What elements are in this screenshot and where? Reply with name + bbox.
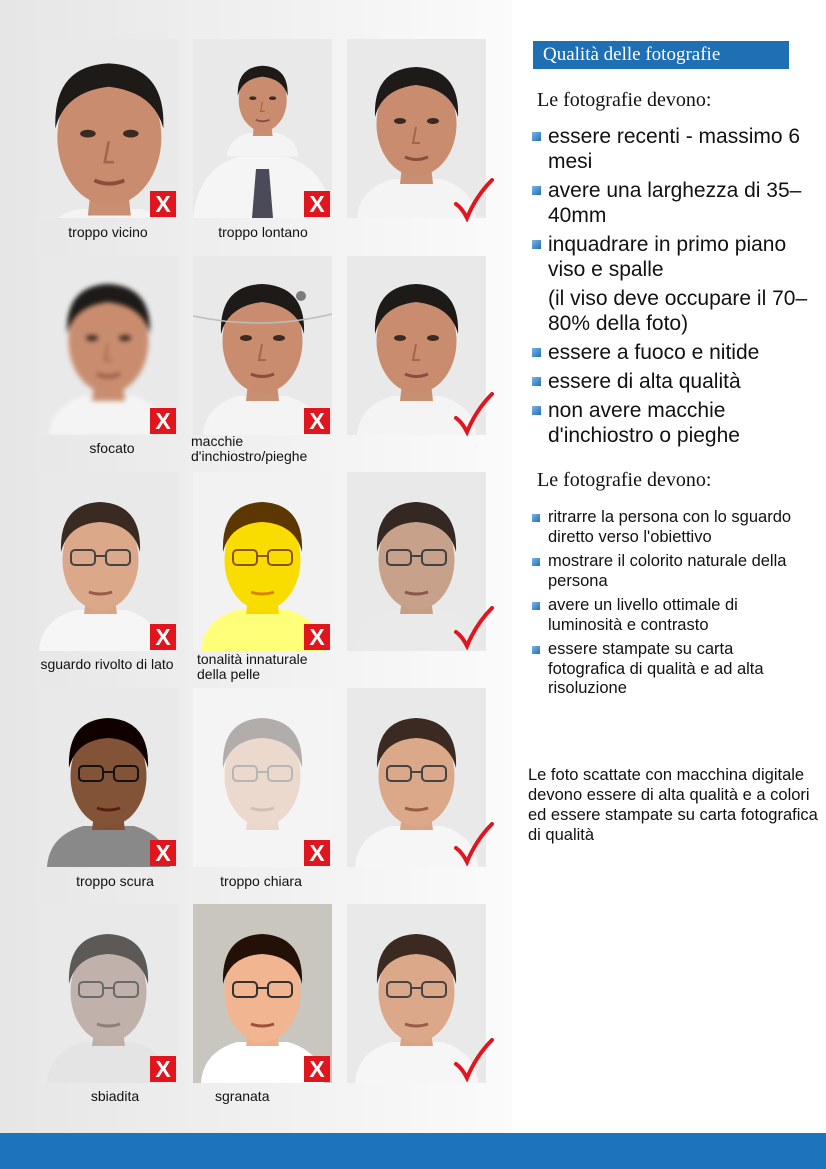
- list-item: mostrare il colorito naturale della persona: [528, 552, 793, 591]
- photo-looking-away: [39, 472, 178, 651]
- photo-too-light: [193, 688, 332, 867]
- list-item: non avere macchie d'inchiostro o pieghe: [528, 398, 813, 448]
- reject-x-icon: X: [150, 191, 176, 217]
- reject-x-icon: X: [150, 408, 176, 434]
- photo-too-far: [193, 39, 332, 218]
- heading-requirements-1: Le fotografie devono:: [537, 89, 712, 111]
- caption-troppo-chiara: troppo chiara: [220, 873, 302, 889]
- caption-troppo-scura: troppo scura: [76, 873, 154, 889]
- section-title: Qualità delle fotografie: [533, 41, 789, 69]
- list-item: essere di alta qualità: [528, 369, 813, 394]
- requirements-list-2: [528, 508, 793, 704]
- photo-unnatural-skin: [193, 472, 332, 651]
- list-item: ritrarre la persona con lo sguardo diretto verso l'obiettivo: [528, 508, 793, 547]
- photo-blurred: [39, 256, 178, 435]
- heading-requirements-2: Le fotografie devono:: [537, 469, 712, 491]
- caption-tonalita-1: tonalità innaturale: [197, 651, 308, 667]
- list-item: avere una larghezza di 35–40mm: [528, 178, 813, 228]
- reject-x-icon: X: [304, 1056, 330, 1082]
- check-icon: [454, 606, 494, 650]
- list-item: avere un livello ottimale di luminosità e contrasto: [528, 596, 793, 635]
- photo-too-close: [39, 39, 178, 218]
- digital-photo-note: Le foto scattate con macchina digitale devono essere di alta qualità e a colori ed essere stampate su carta fotografica di qualità: [528, 766, 818, 844]
- list-item: inquadrare in primo piano viso e spalle: [528, 232, 813, 282]
- check-icon: [454, 392, 494, 436]
- reject-x-icon: X: [150, 840, 176, 866]
- caption-sguardo: sguardo rivolto di lato: [40, 656, 174, 672]
- reject-x-icon: X: [150, 1056, 176, 1082]
- reject-x-icon: X: [304, 840, 330, 866]
- photo-faded: [39, 904, 178, 1083]
- reject-x-icon: X: [304, 408, 330, 434]
- caption-sfocato: sfocato: [89, 440, 135, 456]
- caption-macchie-1: macchie: [191, 433, 244, 449]
- requirements-list-1: [528, 124, 813, 452]
- caption-tonalita-2: della pelle: [197, 666, 261, 682]
- reject-x-icon: X: [304, 624, 330, 650]
- photo-ink-stains: [193, 256, 332, 435]
- check-icon: [454, 1038, 494, 1082]
- list-item: essere stampate su carta fotografica di qualità e ad alta risoluzione: [528, 640, 793, 699]
- reject-x-icon: X: [150, 624, 176, 650]
- photo-too-dark: [39, 688, 178, 867]
- check-icon: [454, 822, 494, 866]
- list-item: essere recenti - massimo 6 mesi: [528, 124, 813, 174]
- list-item: essere a fuoco e nitide: [528, 340, 813, 365]
- caption-troppo-lontano: troppo lontano: [218, 224, 308, 240]
- caption-sbiadita: sbiadita: [90, 1088, 140, 1104]
- reject-x-icon: X: [304, 191, 330, 217]
- photo-grainy: [193, 904, 332, 1083]
- list-item-note: (il viso deve occupare il 70–80% della foto): [548, 287, 808, 335]
- caption-macchie-2: d'inchiostro/pieghe: [191, 448, 308, 464]
- caption-sgranata: sgranata: [215, 1088, 270, 1104]
- check-icon: [454, 178, 494, 222]
- caption-troppo-vicino: troppo vicino: [68, 224, 148, 240]
- footer-bar: [0, 1133, 826, 1169]
